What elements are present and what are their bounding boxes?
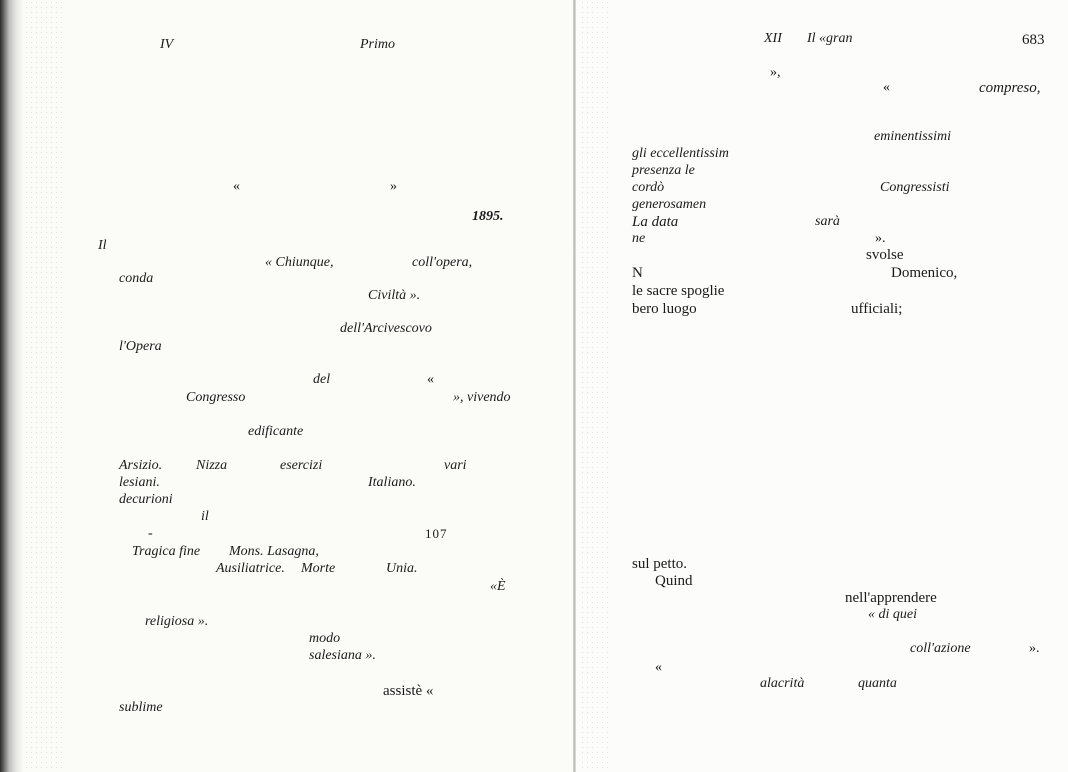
left-text: lesiani. bbox=[119, 475, 160, 490]
right-text: cordò bbox=[632, 180, 665, 195]
left-text: Italiano. bbox=[368, 475, 416, 490]
right-text: bero luogo bbox=[632, 301, 697, 317]
left-text: « Chiunque, bbox=[265, 255, 334, 270]
right-text: ufficiali; bbox=[851, 301, 903, 317]
left-text: vari bbox=[444, 458, 467, 473]
left-text: 1895. bbox=[472, 209, 504, 224]
right-text: presenza le bbox=[632, 163, 695, 178]
right-text: « bbox=[655, 660, 662, 675]
left-text: - bbox=[148, 526, 153, 541]
left-text: Morte bbox=[301, 561, 336, 576]
right-text: ». bbox=[1029, 641, 1040, 656]
left-text: « bbox=[233, 179, 240, 194]
right-text: La data bbox=[632, 214, 679, 230]
left-text: sublime bbox=[119, 700, 163, 715]
left-text: coll'opera, bbox=[412, 255, 473, 270]
left-running-head-title: Primo bbox=[360, 37, 395, 52]
right-text: sarà bbox=[815, 214, 840, 229]
right-text: gli eccellentissim bbox=[632, 146, 729, 161]
right-text: compreso, bbox=[979, 80, 1041, 96]
scan-noise bbox=[24, 0, 64, 772]
left-text: Il bbox=[98, 238, 107, 253]
left-text: Congresso bbox=[186, 390, 246, 405]
left-text: Civiltà ». bbox=[368, 288, 421, 303]
left-text: il bbox=[201, 509, 209, 524]
left-text: dell'Arcivescovo bbox=[340, 321, 432, 336]
right-text: « di quei bbox=[868, 607, 917, 622]
left-text: Ausiliatrice. bbox=[216, 561, 285, 576]
right-page-number: 683 bbox=[1022, 32, 1045, 48]
book-binding-shadow bbox=[0, 0, 24, 772]
right-text: Quind bbox=[655, 573, 693, 589]
right-text: nell'apprendere bbox=[845, 590, 937, 606]
left-running-head-number: IV bbox=[160, 37, 174, 52]
right-running-head-title: Il «gran bbox=[807, 31, 853, 46]
left-text: «È bbox=[490, 579, 506, 594]
right-text: le sacre spoglie bbox=[632, 283, 725, 299]
left-text: esercizi bbox=[280, 458, 323, 473]
left-text: edificante bbox=[248, 424, 304, 439]
right-text: alacrità bbox=[760, 676, 805, 691]
left-text: religiosa ». bbox=[145, 614, 209, 629]
left-text: Arsizio. bbox=[119, 458, 163, 473]
left-text: l'Opera bbox=[119, 339, 162, 354]
right-text: generosamen bbox=[632, 197, 707, 212]
left-text: Mons. Lasagna, bbox=[229, 544, 319, 559]
left-text: conda bbox=[119, 271, 154, 286]
right-text: Domenico, bbox=[891, 265, 958, 281]
left-text: decurioni bbox=[119, 492, 173, 507]
right-page bbox=[576, 0, 1068, 772]
right-text: sul petto. bbox=[632, 556, 687, 572]
right-text: ». bbox=[875, 231, 886, 246]
right-text: Congressisti bbox=[880, 180, 950, 195]
left-text: Unia. bbox=[386, 561, 418, 576]
right-text: quanta bbox=[858, 676, 897, 691]
left-text: modo bbox=[309, 631, 341, 646]
left-text: Nizza bbox=[196, 458, 228, 473]
left-text: », vivendo bbox=[453, 390, 511, 405]
right-text: ne bbox=[632, 231, 646, 246]
scan-noise bbox=[580, 0, 610, 772]
left-text: « bbox=[427, 372, 434, 387]
right-text: « bbox=[883, 80, 890, 95]
right-text: », bbox=[770, 65, 781, 80]
right-text: eminentissimi bbox=[874, 129, 951, 144]
left-text: » bbox=[390, 179, 397, 194]
left-text: del bbox=[313, 372, 331, 387]
right-running-head-chapter: XII bbox=[764, 31, 782, 46]
left-text: assistè « bbox=[383, 683, 434, 699]
left-page-reference: 107 bbox=[425, 526, 448, 541]
left-text: Tragica fine bbox=[132, 544, 201, 559]
right-text: svolse bbox=[866, 247, 904, 263]
left-text: salesiana ». bbox=[309, 648, 376, 663]
right-text: coll'azione bbox=[910, 641, 971, 656]
right-text: N bbox=[632, 265, 643, 281]
